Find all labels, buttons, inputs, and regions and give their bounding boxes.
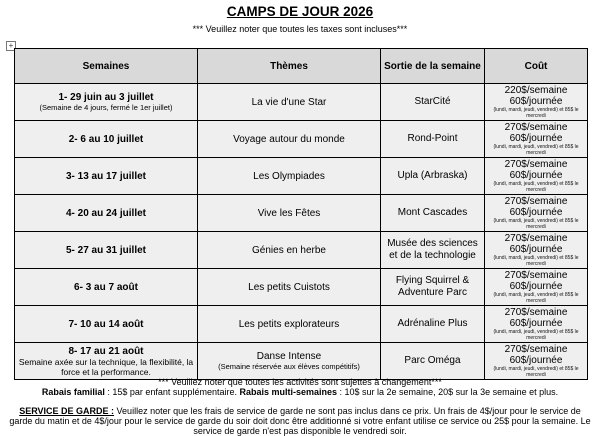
- cost-per-day: 60$/journée: [509, 133, 563, 144]
- week-label: 2- 6 au 10 juillet: [68, 133, 144, 145]
- outing-cell: Mont Cascades: [381, 195, 485, 232]
- outing-cell: Musée des sciences et de la technologie: [381, 232, 485, 269]
- cost-cell: [485, 269, 588, 306]
- changes-note: *** Veuillez noter que toutes les activités sont sujettes à changement***: [158, 377, 442, 387]
- cost-per-day: 60$/journée: [509, 96, 563, 107]
- table-row: [15, 195, 588, 232]
- family-discount-text: : 15$ par enfant supplémentaire.: [104, 387, 237, 397]
- week-cell: [15, 306, 198, 343]
- cost-cell: [485, 84, 588, 121]
- week-label: 1- 29 juin au 3 juillet: [58, 92, 154, 103]
- week-label: 5- 27 au 31 juillet: [65, 244, 147, 256]
- theme-label: Les petits Cuistots: [248, 281, 330, 293]
- header-themes: Thèmes: [198, 49, 381, 84]
- outing-cell: Adrénaline Plus: [381, 306, 485, 343]
- week-cell: [15, 121, 198, 158]
- table-row: [15, 232, 588, 269]
- cost-per-week: 270$/semaine: [504, 270, 568, 281]
- week-label: 8- 17 au 21 août: [68, 345, 144, 357]
- header-outing: Sortie de la semaine: [381, 49, 485, 84]
- theme-note: (Semaine réservée aux élèves compétitifs): [218, 362, 360, 371]
- multi-week-discount-label: Rabais multi-semaines: [236, 387, 338, 397]
- cost-per-day: 60$/journée: [509, 281, 563, 292]
- theme-cell: [198, 84, 381, 121]
- week-label: 4- 20 au 24 juillet: [65, 207, 147, 219]
- table-row: [15, 121, 588, 158]
- cost-note: (lundi, mardi, jeudi, vendredi) et 85$ le mercredi: [493, 218, 579, 230]
- theme-label: Danse Intense: [256, 351, 322, 362]
- cost-note: (lundi, mardi, jeudi, vendredi) et 85$ le mercredi: [493, 181, 579, 193]
- cost-note: (lundi, mardi, jeudi, vendredi) et 85$ le mercredi: [493, 144, 579, 156]
- table-row: [15, 343, 588, 380]
- schedule-body: [15, 84, 588, 380]
- cost-per-day: 60$/journée: [509, 244, 563, 255]
- cost-per-week: 270$/semaine: [504, 233, 568, 244]
- discounts-line: [0, 387, 600, 397]
- table-row: [15, 306, 588, 343]
- cost-per-day: 60$/journée: [509, 355, 563, 366]
- outing-cell: Rond-Point: [381, 121, 485, 158]
- theme-label: Les petits explorateurs: [238, 318, 340, 330]
- family-discount-label: Rabais familial: [41, 387, 105, 397]
- move-cross-icon[interactable]: +: [6, 41, 16, 51]
- theme-label: Vive les Fêtes: [257, 207, 321, 219]
- outing-cell: Flying Squirrel & Adventure Parc: [381, 269, 485, 306]
- theme-label: La vie d'une Star: [251, 96, 327, 108]
- table-row: [15, 84, 588, 121]
- schedule-table: [14, 48, 588, 380]
- cost-note: (lundi, mardi, jeudi, vendredi) et 85$ le mercredi: [493, 107, 579, 119]
- week-cell: [15, 232, 198, 269]
- cost-cell: [485, 121, 588, 158]
- daycare-label: SERVICE DE GARDE :: [19, 406, 115, 416]
- theme-cell: [198, 195, 381, 232]
- week-cell: [15, 158, 198, 195]
- week-cell: [15, 84, 198, 121]
- cost-per-week: 270$/semaine: [504, 196, 568, 207]
- theme-label: Les Olympiades: [253, 170, 325, 182]
- cost-per-day: 60$/journée: [509, 207, 563, 218]
- week-label: 6- 3 au 7 août: [74, 281, 138, 293]
- cost-note: (lundi, mardi, jeudi, vendredi) et 85$ le mercredi: [493, 329, 579, 341]
- cost-note: (lundi, mardi, jeudi, vendredi) et 85$ le mercredi: [493, 292, 579, 304]
- theme-cell: [198, 343, 381, 380]
- week-label: 7- 10 au 14 août: [68, 318, 144, 330]
- outing-cell: Parc Oméga: [381, 343, 485, 380]
- theme-cell: [198, 232, 381, 269]
- daycare-service-note: [8, 406, 592, 436]
- week-note: (Semaine de 4 jours, fermé le 1er juillet): [39, 103, 173, 112]
- daycare-text: Veuillez noter que les frais de service de garde ne sont pas inclus dans ce prix. Un frais de 4$/jour pour le service de garde du matin et de 4$/jour pour le service de garde du soir doit donc être additionné si votre enfant utilise ce service ou 25$ pour la semaine. Le service de garde n'est pas disponible le vendredi soir.: [9, 406, 591, 436]
- week-label: 3- 13 au 17 juillet: [65, 170, 147, 182]
- cost-per-day: 60$/journée: [509, 318, 563, 329]
- theme-cell: [198, 121, 381, 158]
- table-row: [15, 269, 588, 306]
- outing-cell: Upla (Arbraska): [381, 158, 485, 195]
- cost-note: (lundi, mardi, jeudi, vendredi) et 85$ le mercredi: [493, 255, 579, 267]
- cost-per-week: 270$/semaine: [504, 307, 568, 318]
- header-row: [15, 49, 588, 84]
- cost-cell: [485, 306, 588, 343]
- week-cell: [15, 195, 198, 232]
- cost-per-day: 60$/journée: [509, 170, 563, 181]
- cost-cell: [485, 232, 588, 269]
- header-weeks: Semaines: [15, 49, 198, 84]
- taxes-note: *** Veuillez noter que toutes les taxes sont incluses***: [192, 24, 408, 34]
- theme-cell: [198, 306, 381, 343]
- table-row: [15, 158, 588, 195]
- week-note: Semaine axée sur la technique, la flexibilité, la force et la performance.: [18, 356, 194, 377]
- cost-cell: [485, 158, 588, 195]
- week-cell: [15, 269, 198, 306]
- cost-cell: [485, 195, 588, 232]
- page-title: CAMPS DE JOUR 2026: [226, 4, 374, 19]
- header-cost: Coût: [485, 49, 588, 84]
- cost-cell: [485, 343, 588, 380]
- cost-per-week: 270$/semaine: [504, 159, 568, 170]
- week-cell: [15, 343, 198, 380]
- multi-week-discount-text: : 10$ sur la 2e semaine, 20$ sur la 3e semaine et plus.: [337, 387, 559, 397]
- outing-cell: StarCité: [381, 84, 485, 121]
- theme-cell: [198, 158, 381, 195]
- theme-cell: [198, 269, 381, 306]
- theme-label: Voyage autour du monde: [233, 133, 345, 145]
- cost-note: (lundi, mardi, jeudi, vendredi) et 85$ le mercredi: [493, 366, 579, 378]
- cost-per-week: 220$/semaine: [504, 85, 568, 96]
- cost-per-week: 270$/semaine: [504, 122, 568, 133]
- cost-per-week: 270$/semaine: [504, 344, 568, 355]
- theme-label: Génies en herbe: [252, 244, 326, 256]
